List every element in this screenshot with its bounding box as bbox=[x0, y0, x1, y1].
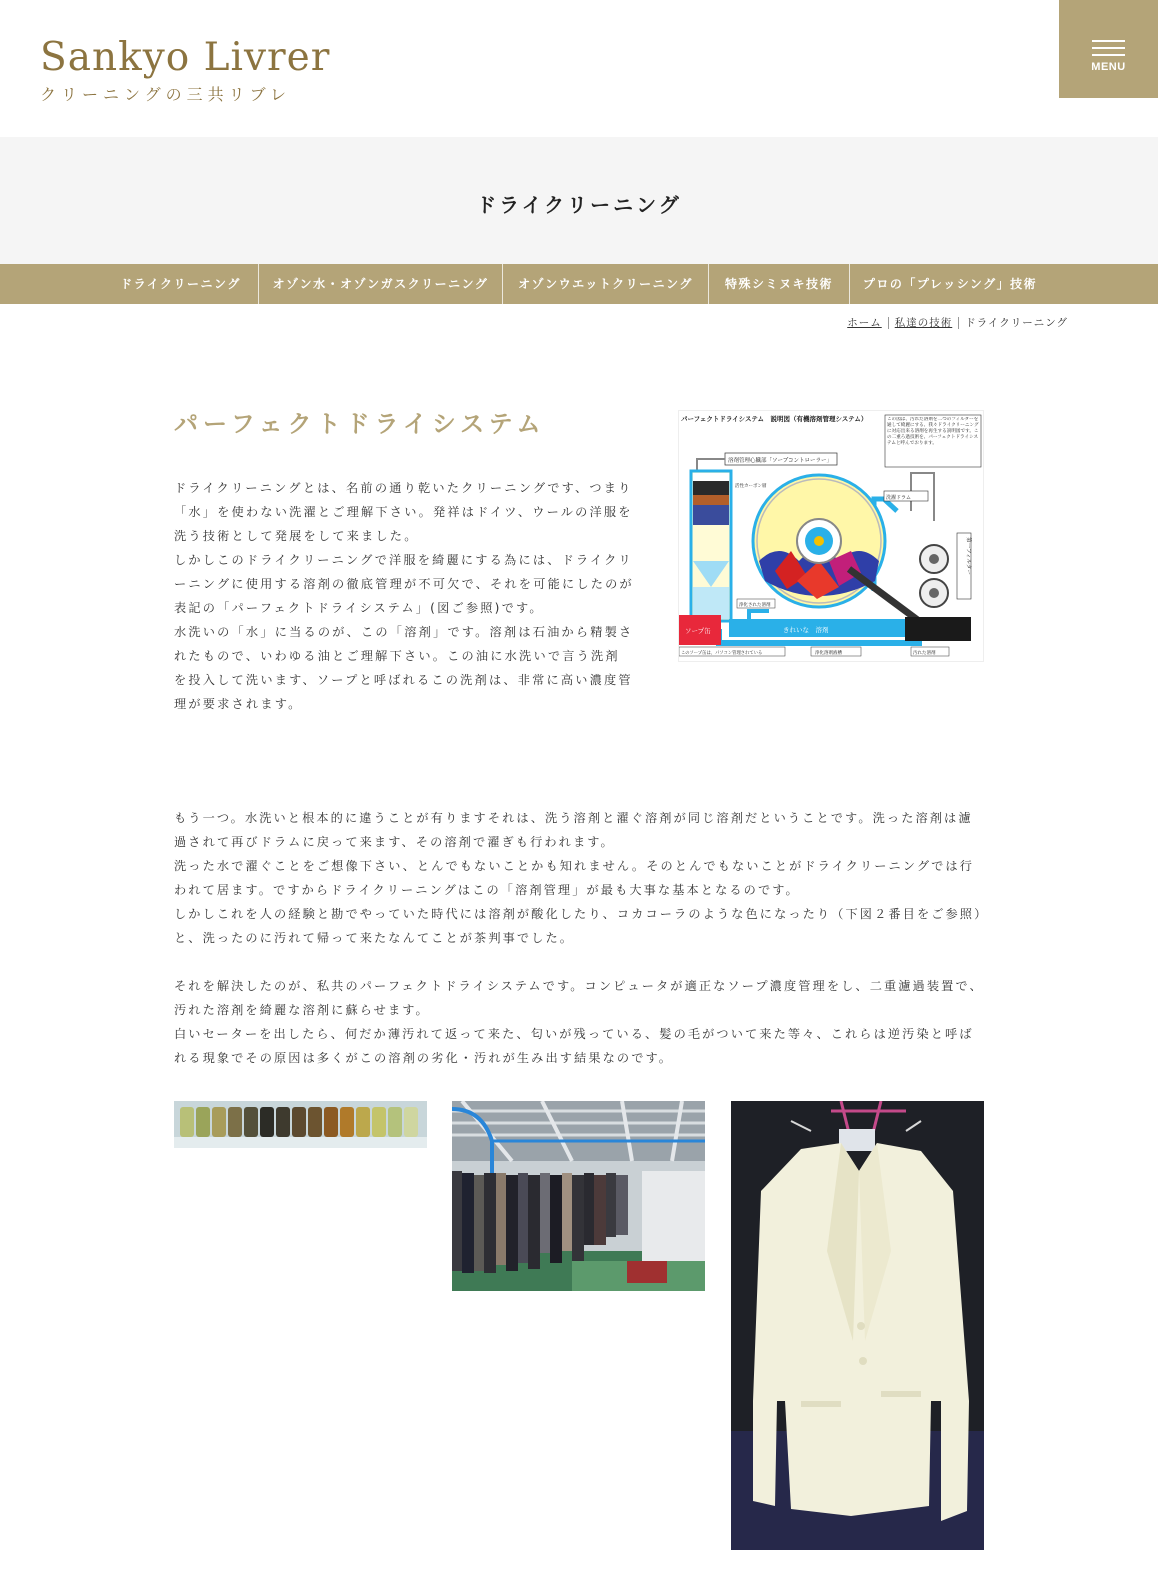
detail-paragraph: それを解決したのが、私共のパーフェクトドライシステムです。コンピュータが適正なソープ濃度管理をし、二重濾過装置で、汚れた溶剤を綺麗な溶剤に蘇らせます。 bbox=[174, 979, 984, 1017]
section-heading: パーフェクトドライシステム bbox=[174, 409, 546, 438]
detail-paragraph: もう一つ。水洗いと根本的に違うことが有りますそれは、洗う溶剤と濯ぐ溶剤が同じ溶剤だということです。洗った溶剤は濾過されて再びドラムに戻って来ます、その溶剤で濯ぎも行われます。 bbox=[174, 811, 973, 849]
diagram-note: この図は、汚れた溶剤を二つのフィルターを通して綺麗にする、我々ドライクリーニングに対応出来る溶剤を再生する説明図です。この二重ろ過技術を、パーフェクトドライシステムと呼んでおります。 bbox=[887, 417, 979, 446]
subnav-item-ozone-wet-cleaning[interactable]: オゾンウエットクリーニング bbox=[503, 264, 709, 304]
perfect-dry-system-diagram bbox=[678, 410, 984, 662]
solvent-bottles-photo bbox=[174, 1101, 427, 1148]
breadcrumb-parent-link[interactable]: 私達の技術 bbox=[894, 317, 953, 329]
hamburger-icon bbox=[1092, 40, 1125, 61]
intro-paragraph: ドライクリーニングとは、名前の通り乾いたクリーニングです、つまり「水」を使わない洗濯とご理解下さい。発祥はドイツ、ウールの洋服を洗う技術として発展をして来ました。 bbox=[174, 481, 633, 543]
clothing-rack-photo bbox=[452, 1101, 705, 1291]
intro-text bbox=[174, 476, 634, 716]
detail-paragraph: 白いセーターを出したら、何だか薄汚れて返って来た、匂いが残っている、髪の毛がついて来た等々、これらは逆汚染と呼ばれる現象でその原因は多くがこの溶剤の劣化・汚れが生み出す結果なのです。 bbox=[174, 1027, 974, 1065]
subnav-item-ozone-cleaning[interactable]: オゾン水・オゾンガスクリーニング bbox=[259, 264, 503, 304]
diagram-label-clean: きれいな 溶剤 bbox=[783, 626, 829, 634]
page-title-band bbox=[0, 137, 1158, 264]
breadcrumb-current: ドライクリーニング bbox=[965, 317, 1068, 329]
detail-text bbox=[174, 806, 986, 1070]
subnav-item-stain-removal[interactable]: 特殊シミヌキ技術 bbox=[709, 264, 850, 304]
intro-paragraph: しかしこのドライクリーニングで洋服を綺麗にする為には、ドライクリーニングに使用する溶剤の徹底管理が不可欠で、それを可能にしたのが表記の「パーフェクトドライシステム」(図ご参照)です。 bbox=[174, 553, 634, 615]
white-jacket-photo bbox=[731, 1101, 984, 1550]
logo-main-text: Sankyo Livrer bbox=[40, 35, 331, 80]
breadcrumb-home-link[interactable]: ホーム bbox=[847, 317, 882, 329]
subnav-item-pressing[interactable]: プロの「プレッシング」技術 bbox=[862, 277, 1038, 291]
diagram-label-tank: 浄化溶剤液槽 bbox=[815, 651, 842, 656]
site-header bbox=[0, 0, 1158, 137]
intro-paragraph: 水洗いの「水」に当るのが、この「溶剤」です。溶剤は石油から精製されたもので、いわゆる油とご理解下さい。この油に水洗いで言う洗剤を投入して洗います、ソープと呼ばれるこの洗剤は、非常に高い濃度管理が要求されます。 bbox=[174, 625, 634, 711]
breadcrumb-separator bbox=[958, 317, 959, 329]
diagram-label-carbon: 活性カーボン層 bbox=[735, 484, 767, 489]
diagram-label-purified: 浄化された溶剤 bbox=[739, 603, 771, 608]
subnav-item-dry-cleaning[interactable]: ドライクリーニング bbox=[103, 264, 259, 304]
diagram-label-dirty: 汚れた溶剤 bbox=[913, 651, 936, 656]
diagram-label-filter: 第一フィルター bbox=[965, 537, 971, 575]
diagram-title: パーフェクトドライシステム 説明図（有機溶剤管理システム） bbox=[681, 415, 868, 423]
menu-button[interactable] bbox=[1059, 0, 1158, 98]
sub-navigation bbox=[0, 264, 1158, 304]
diagram-label-soap: ソープ缶 bbox=[685, 627, 711, 635]
breadcrumb-separator bbox=[888, 317, 889, 329]
detail-paragraph: しかしこれを人の経験と勘でやっていた時代には溶剤が酸化したり、コカコーラのような色になったり（下図２番目をご参照）と、洗ったのに汚れて帰って来たなんてことが茶判事でした。 bbox=[174, 907, 983, 945]
diagram-illustration bbox=[679, 411, 983, 661]
breadcrumb bbox=[847, 315, 1068, 330]
sub-navigation-list bbox=[103, 264, 1050, 304]
page-title: ドライクリーニング bbox=[476, 193, 682, 217]
diagram-label-control: 溶剤管理心臓部「ソープコントローラー」 bbox=[728, 458, 832, 464]
logo-sub-text: クリーニングの三共リブレ bbox=[40, 85, 292, 104]
menu-label: MENU bbox=[1091, 61, 1126, 73]
diagram-label-pc: このソープ缶は、パソコン管理されている bbox=[681, 651, 763, 656]
detail-paragraph: 洗った水で濯ぐことをご想像下さい、とんでもないことかも知れません。そのとんでもないことがドライクリーニングでは行われて居ます。ですからドライクリーニングはこの「溶剤管理」が最も大事な基本となるのです。 bbox=[174, 859, 974, 897]
site-logo[interactable] bbox=[40, 36, 330, 106]
diagram-label-drum: 洗濯ドラム bbox=[886, 495, 911, 501]
